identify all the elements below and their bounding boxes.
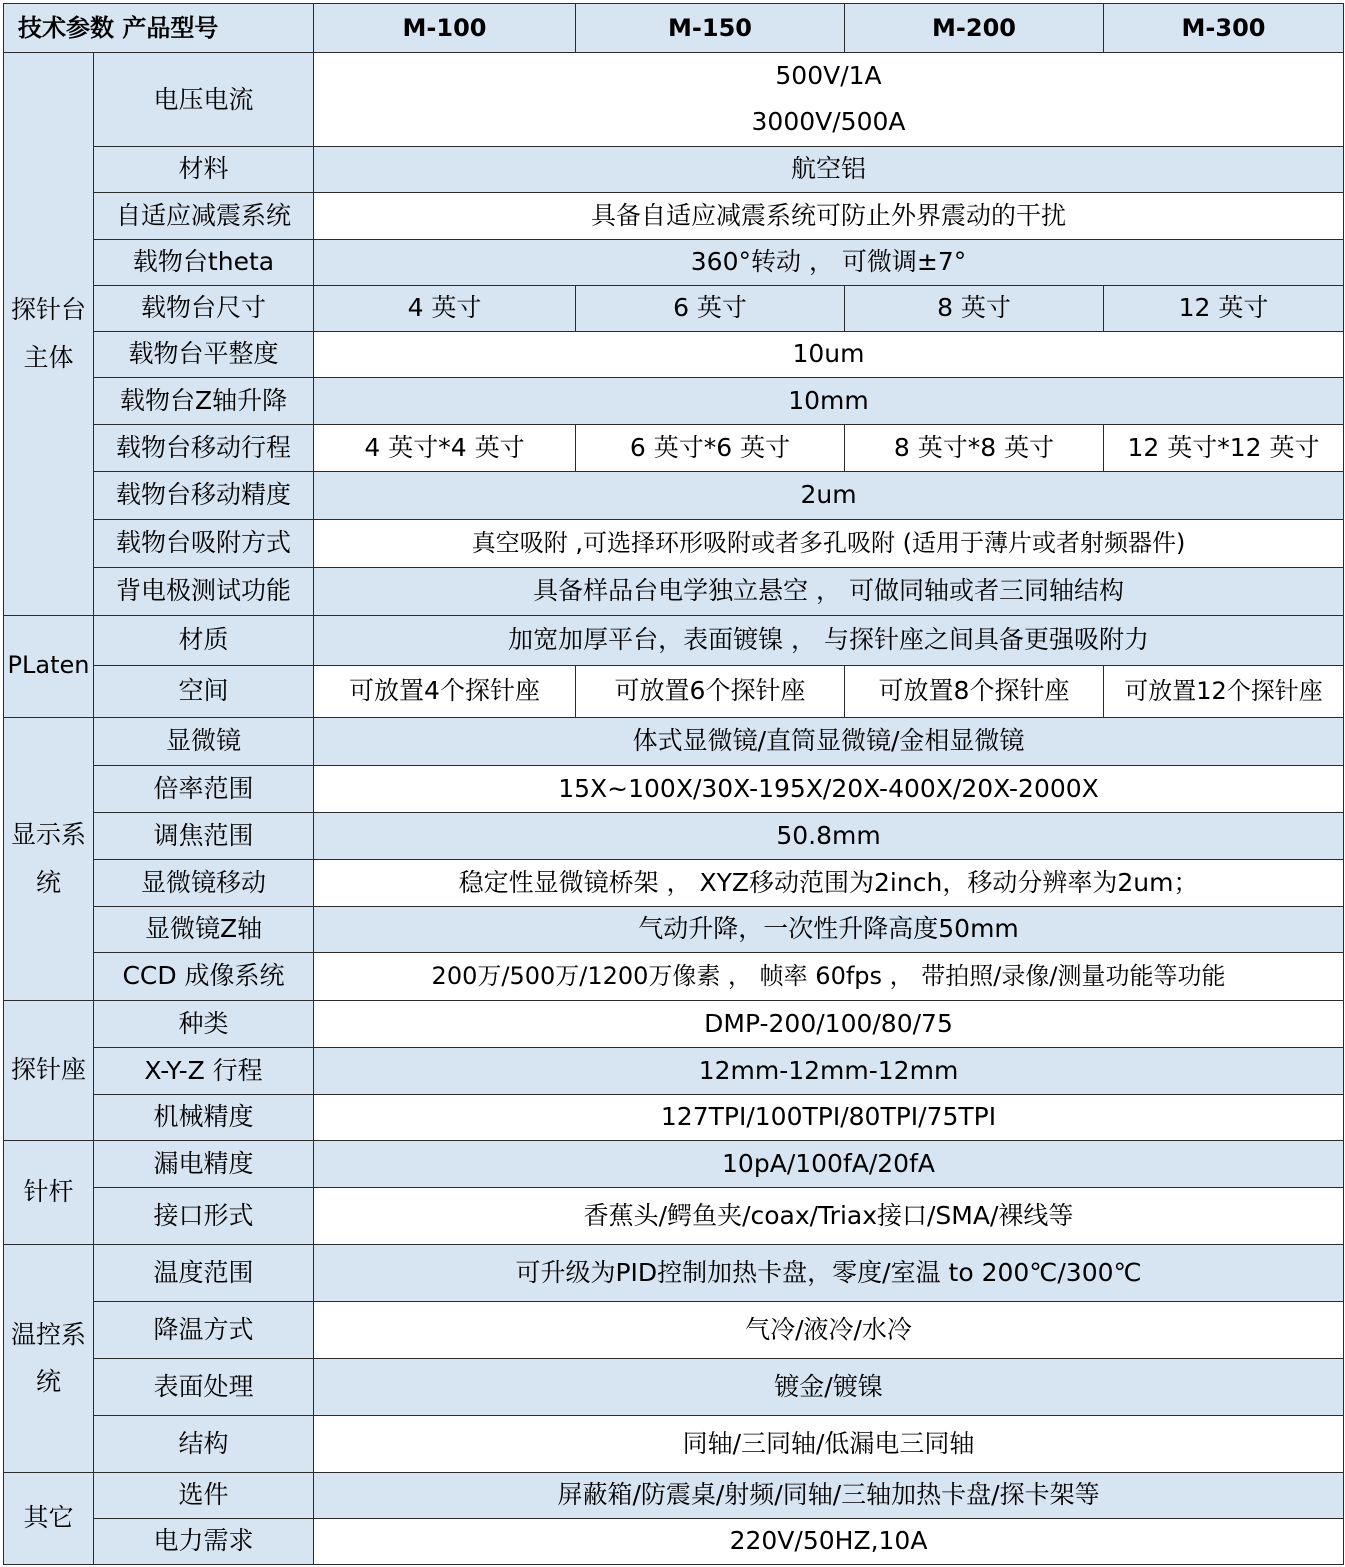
param-value-m100: 4 英寸*4 英寸 <box>314 424 576 471</box>
table-row <box>4 1047 1344 1094</box>
param-value-line: 500V/1A <box>775 61 882 90</box>
param-label: 载物台Z轴升降 <box>94 377 314 424</box>
param-value-m150: 可放置6个探针座 <box>576 665 845 717</box>
param-label: 降温方式 <box>94 1301 314 1358</box>
group-probe-station <box>4 53 94 616</box>
param-label: 材料 <box>94 146 314 192</box>
model-m100: M-100 <box>314 4 576 53</box>
param-value-m200: 8 英寸 <box>845 285 1104 331</box>
param-value-m100: 可放置4个探针座 <box>314 665 576 717</box>
param-label: 种类 <box>94 1000 314 1047</box>
param-value <box>314 53 1344 147</box>
param-label: 表面处理 <box>94 1358 314 1415</box>
param-value-m150: 6 英寸 <box>576 285 845 331</box>
param-value: 220V/50HZ,10A <box>314 1518 1344 1564</box>
param-value: 气冷/液冷/水冷 <box>314 1301 1344 1358</box>
param-value: DMP-200/100/80/75 <box>314 1000 1344 1047</box>
param-label: 显微镜Z轴 <box>94 906 314 952</box>
param-value: 真空吸附 ,可选择环形吸附或者多孔吸附 (适用于薄片或者射频器件) <box>314 519 1344 567</box>
param-label: 载物台尺寸 <box>94 285 314 331</box>
table-row <box>4 331 1344 377</box>
param-label: 载物台移动行程 <box>94 424 314 471</box>
param-value-m300: 可放置12个探针座 <box>1104 665 1344 717</box>
table-row <box>4 1415 1344 1472</box>
group-platen: PLaten <box>4 615 94 717</box>
table-row <box>4 1358 1344 1415</box>
header-label: 技术参数 产品型号 <box>4 4 314 53</box>
table-row <box>4 1094 1344 1140</box>
table-row <box>4 1140 1344 1187</box>
param-value: 10pA/100fA/20fA <box>314 1140 1344 1187</box>
param-value-m200: 8 英寸*8 英寸 <box>845 424 1104 471</box>
param-label: CCD 成像系统 <box>94 952 314 1000</box>
group-display <box>4 717 94 1000</box>
group-label-line: 温控系 <box>10 1319 86 1349</box>
model-m200: M-200 <box>845 4 1104 53</box>
table-row <box>4 239 1344 285</box>
table-row <box>4 1518 1344 1564</box>
param-label: 电压电流 <box>94 53 314 147</box>
table-row <box>4 1472 1344 1518</box>
table-row <box>4 146 1344 192</box>
param-label: 倍率范围 <box>94 765 314 812</box>
table-row <box>4 765 1344 812</box>
param-label: 材质 <box>94 615 314 665</box>
group-label-line: 探针台 <box>10 295 86 325</box>
table-row <box>4 812 1344 859</box>
table-row <box>4 1187 1344 1244</box>
param-label: 载物台吸附方式 <box>94 519 314 567</box>
param-value: 稳定性显微镜桥架 ， XYZ移动范围为2inch，移动分辨率为2um； <box>314 859 1344 906</box>
table-row <box>4 906 1344 952</box>
param-value: 50.8mm <box>314 812 1344 859</box>
param-value: 10um <box>314 331 1344 377</box>
group-label-line: 统 <box>35 1367 61 1396</box>
param-label: 接口形式 <box>94 1187 314 1244</box>
param-value: 15X~100X/30X-195X/20X-400X/20X-2000X <box>314 765 1344 812</box>
table-row <box>4 471 1344 519</box>
param-value: 360°转动 ， 可微调±7° <box>314 239 1344 285</box>
param-label: 载物台平整度 <box>94 331 314 377</box>
table-row <box>4 567 1344 615</box>
param-value-m200: 可放置8个探针座 <box>845 665 1104 717</box>
group-other: 其它 <box>4 1472 94 1564</box>
table-row <box>4 1244 1344 1301</box>
group-positioner: 探针座 <box>4 1000 94 1140</box>
param-label: 调焦范围 <box>94 812 314 859</box>
param-value: 200万/500万/1200万像素 ， 帧率 60fps ， 带拍照/录像/测量功能等功能 <box>314 952 1344 1000</box>
table-row <box>4 1000 1344 1047</box>
param-label: 电力需求 <box>94 1518 314 1564</box>
model-m300: M-300 <box>1104 4 1344 53</box>
param-value: 香蕉头/鳄鱼夹/coax/Triax接口/SMA/裸线等 <box>314 1187 1344 1244</box>
table-row <box>4 952 1344 1000</box>
param-value: 同轴/三同轴/低漏电三同轴 <box>314 1415 1344 1472</box>
table-row <box>4 377 1344 424</box>
param-value: 可升级为PID控制加热卡盘，零度/室温 to 200℃/300℃ <box>314 1244 1344 1301</box>
param-value: 具备样品台电学独立悬空 ， 可做同轴或者三同轴结构 <box>314 567 1344 615</box>
param-value: 加宽加厚平台，表面镀镍 ， 与探针座之间具备更强吸附力 <box>314 615 1344 665</box>
param-label: X-Y-Z 行程 <box>94 1047 314 1094</box>
param-value: 航空铝 <box>314 146 1344 192</box>
table-row <box>4 615 1344 665</box>
param-value-m300: 12 英寸 <box>1104 285 1344 331</box>
table-row <box>4 192 1344 239</box>
table-row <box>4 53 1344 147</box>
param-value: 具备自适应减震系统可防止外界震动的干扰 <box>314 192 1344 239</box>
param-value: 2um <box>314 471 1344 519</box>
group-probe-arm: 针杆 <box>4 1140 94 1244</box>
table-row <box>4 519 1344 567</box>
param-label: 背电极测试功能 <box>94 567 314 615</box>
group-label-line: 主体 <box>23 342 74 372</box>
param-value: 10mm <box>314 377 1344 424</box>
param-label: 显微镜移动 <box>94 859 314 906</box>
param-value-m150: 6 英寸*6 英寸 <box>576 424 845 471</box>
model-m150: M-150 <box>576 4 845 53</box>
param-label: 结构 <box>94 1415 314 1472</box>
param-value-m100: 4 英寸 <box>314 285 576 331</box>
group-label-line: 显示系 <box>10 820 86 849</box>
param-value: 屏蔽箱/防震桌/射频/同轴/三轴加热卡盘/探卡架等 <box>314 1472 1344 1518</box>
param-label: 温度范围 <box>94 1244 314 1301</box>
table-row <box>4 859 1344 906</box>
param-value: 镀金/镀镍 <box>314 1358 1344 1415</box>
param-label: 空间 <box>94 665 314 717</box>
param-value: 体式显微镜/直筒显微镜/金相显微镜 <box>314 717 1344 765</box>
param-label: 载物台移动精度 <box>94 471 314 519</box>
table-row <box>4 1301 1344 1358</box>
param-value-m300: 12 英寸*12 英寸 <box>1104 424 1344 471</box>
param-label: 载物台theta <box>94 239 314 285</box>
param-label: 选件 <box>94 1472 314 1518</box>
param-value: 127TPI/100TPI/80TPI/75TPI <box>314 1094 1344 1140</box>
param-label: 自适应减震系统 <box>94 192 314 239</box>
param-label: 机械精度 <box>94 1094 314 1140</box>
table-row <box>4 665 1344 717</box>
table-row <box>4 717 1344 765</box>
param-value: 气动升降，一次性升降高度50mm <box>314 906 1344 952</box>
param-label: 漏电精度 <box>94 1140 314 1187</box>
header-row <box>4 4 1344 53</box>
param-value: 12mm-12mm-12mm <box>314 1047 1344 1094</box>
table-row <box>4 285 1344 331</box>
spec-table <box>3 3 1344 1565</box>
group-thermal <box>4 1244 94 1472</box>
group-label-line: 统 <box>35 867 61 897</box>
param-value-line: 3000V/500A <box>751 107 906 137</box>
table-row <box>4 424 1344 471</box>
param-label: 显微镜 <box>94 717 314 765</box>
